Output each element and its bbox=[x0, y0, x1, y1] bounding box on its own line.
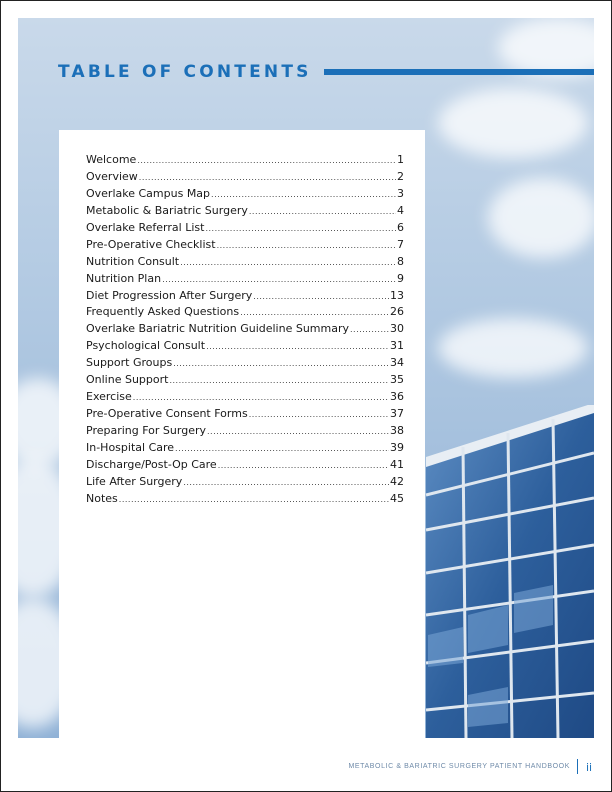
toc-dot-leader bbox=[180, 258, 396, 267]
toc-entry[interactable] bbox=[86, 204, 404, 221]
toc-entry-label: Metabolic & Bariatric Surgery bbox=[86, 203, 248, 217]
toc-entry[interactable] bbox=[86, 407, 404, 424]
cloud bbox=[438, 318, 588, 378]
toc-entry[interactable] bbox=[86, 492, 404, 509]
toc-entry[interactable] bbox=[86, 221, 404, 238]
toc-entry[interactable] bbox=[86, 255, 404, 272]
toc-dot-leader bbox=[162, 275, 396, 284]
building-image bbox=[408, 405, 594, 738]
toc-entry-label: Pre-Operative Checklist bbox=[86, 237, 216, 251]
toc-entry[interactable] bbox=[86, 153, 404, 170]
toc-dot-leader bbox=[133, 393, 389, 402]
toc-entry-page: 31 bbox=[390, 339, 404, 353]
toc-entry[interactable] bbox=[86, 170, 404, 187]
toc-entry[interactable] bbox=[86, 390, 404, 407]
title-accent-bar bbox=[324, 69, 594, 75]
toc-dot-leader bbox=[119, 495, 389, 504]
toc-dot-leader bbox=[175, 444, 389, 453]
toc-entry[interactable] bbox=[86, 322, 404, 339]
toc-entry-page: 37 bbox=[390, 407, 404, 421]
toc-entry[interactable] bbox=[86, 289, 404, 306]
toc-entry-label: Online Support bbox=[86, 373, 169, 387]
toc-entry-label: In-Hospital Care bbox=[86, 440, 175, 454]
toc-entry[interactable] bbox=[86, 441, 404, 458]
toc-dot-leader bbox=[137, 156, 396, 165]
toc-entry-label: Nutrition Consult bbox=[86, 254, 180, 268]
page-title: TABLE OF CONTENTS bbox=[58, 62, 312, 82]
toc-entry-page: 42 bbox=[390, 474, 404, 488]
footer-handbook-title: METABOLIC & BARIATRIC SURGERY PATIENT HANDBOOK bbox=[348, 763, 570, 770]
toc-entry[interactable] bbox=[86, 238, 404, 255]
footer bbox=[0, 758, 612, 778]
toc-entry-label: Psychological Consult bbox=[86, 339, 206, 353]
toc-entry-label: Welcome bbox=[86, 153, 137, 166]
toc-dot-leader bbox=[211, 190, 396, 199]
toc-dot-leader bbox=[207, 427, 389, 436]
toc-entry-label: Overlake Campus Map bbox=[86, 186, 211, 200]
toc-entry[interactable] bbox=[86, 339, 404, 356]
toc-dot-leader bbox=[350, 325, 389, 334]
toc-entry-page: 30 bbox=[390, 322, 404, 336]
toc-entry-page: 7 bbox=[397, 237, 404, 251]
toc-entry[interactable] bbox=[86, 424, 404, 441]
footer-divider bbox=[577, 759, 578, 774]
toc-entry-page: 35 bbox=[390, 373, 404, 387]
toc-entry-label: Pre-Operative Consent Forms bbox=[86, 407, 248, 421]
toc-entry-label: Overlake Bariatric Nutrition Guideline Summary bbox=[86, 322, 350, 336]
toc-dot-leader bbox=[249, 207, 396, 216]
footer-page-number: ii bbox=[586, 761, 593, 774]
toc-entry[interactable] bbox=[86, 305, 404, 322]
toc-dot-leader bbox=[218, 461, 389, 470]
toc-dot-leader bbox=[217, 241, 396, 250]
toc-dot-leader bbox=[169, 376, 389, 385]
toc-entry-label: Discharge/Post-Op Care bbox=[86, 457, 217, 471]
toc-list bbox=[86, 153, 404, 509]
toc-entry-page: 13 bbox=[390, 288, 404, 302]
toc-entry-label: Nutrition Plan bbox=[86, 271, 162, 285]
toc-entry-label: Diet Progression After Surgery bbox=[86, 288, 253, 302]
toc-dot-leader bbox=[173, 359, 389, 368]
toc-entry-label: Life After Surgery bbox=[86, 474, 183, 488]
toc-entry-page: 3 bbox=[397, 186, 404, 200]
toc-dot-leader bbox=[249, 410, 389, 419]
toc-entry-page: 4 bbox=[397, 203, 404, 217]
toc-entry-page: 41 bbox=[390, 457, 404, 471]
toc-entry[interactable] bbox=[86, 356, 404, 373]
toc-entry[interactable] bbox=[86, 458, 404, 475]
toc-entry-page: 26 bbox=[390, 305, 404, 319]
toc-entry-page: 45 bbox=[390, 491, 404, 505]
toc-dot-leader bbox=[253, 292, 389, 301]
toc-entry-page: 8 bbox=[397, 254, 404, 268]
toc-entry-page: 38 bbox=[390, 424, 404, 437]
toc-entry-page: 39 bbox=[390, 440, 404, 454]
toc-entry-page: 1 bbox=[397, 153, 404, 166]
toc-entry-page: 9 bbox=[397, 271, 404, 285]
toc-entry[interactable] bbox=[86, 187, 404, 204]
toc-entry-label: Frequently Asked Questions bbox=[86, 305, 240, 319]
toc-entry-label: Exercise bbox=[86, 390, 132, 404]
toc-entry-label: Notes bbox=[86, 491, 118, 505]
toc-dot-leader bbox=[205, 224, 396, 233]
toc-dot-leader bbox=[139, 173, 396, 182]
toc-dot-leader bbox=[183, 478, 389, 487]
toc-entry[interactable] bbox=[86, 272, 404, 289]
title-row bbox=[58, 62, 594, 84]
toc-dot-leader bbox=[206, 342, 389, 351]
toc-panel bbox=[59, 130, 425, 738]
cloud bbox=[488, 178, 594, 258]
toc-entry-label: Overview bbox=[86, 169, 138, 183]
toc-entry-label: Support Groups bbox=[86, 356, 173, 370]
toc-entry-label: Preparing For Surgery bbox=[86, 424, 206, 437]
toc-entry-page: 6 bbox=[397, 220, 404, 234]
toc-entry-page: 34 bbox=[390, 356, 404, 370]
toc-entry[interactable] bbox=[86, 373, 404, 390]
toc-entry-label: Overlake Referral List bbox=[86, 220, 205, 234]
toc-entry-page: 36 bbox=[390, 390, 404, 404]
toc-dot-leader bbox=[240, 308, 389, 317]
cloud bbox=[438, 88, 588, 158]
toc-entry-page: 2 bbox=[397, 169, 404, 183]
toc-entry[interactable] bbox=[86, 475, 404, 492]
